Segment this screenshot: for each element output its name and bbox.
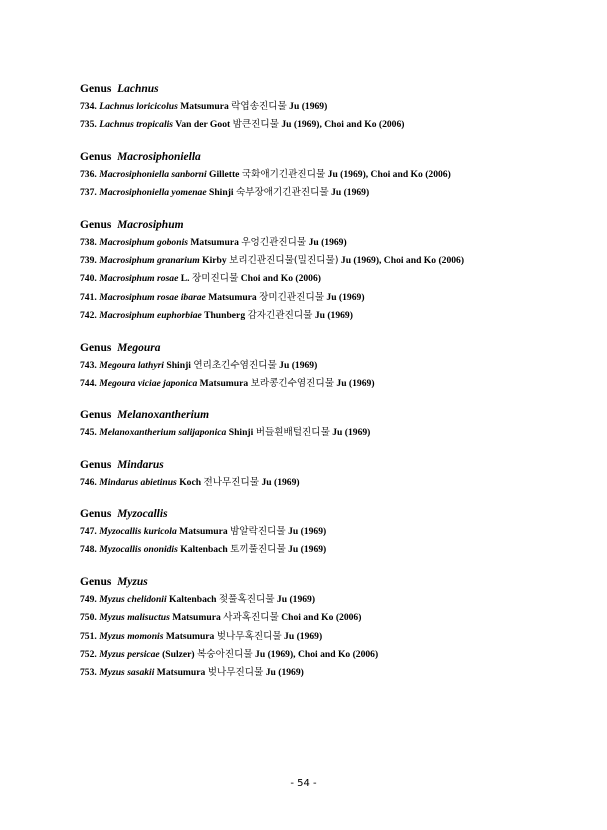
genus-heading — [80, 574, 585, 591]
genus-prefix: Genus — [80, 508, 112, 521]
reference: Ju (1969), Choi and Ko (2006) — [281, 119, 405, 131]
entry-number: 750. — [80, 612, 97, 624]
scientific-name: Macrosiphoniella yomenae — [99, 187, 207, 199]
genus-heading — [80, 506, 585, 523]
page-number: - 54 - — [290, 778, 317, 789]
korean-name: 국화애기긴관진디물 — [241, 168, 326, 180]
scientific-name: Macrosiphoniella sanborni — [99, 168, 207, 180]
author-name: Kirby — [202, 254, 227, 266]
scientific-name: Myzocallis kuricola — [99, 526, 177, 538]
species-entry — [80, 646, 585, 664]
scientific-name: Myzus malisuctus — [99, 612, 170, 624]
entry-number: 746. — [80, 476, 97, 488]
author-name: Kaltenbach — [180, 544, 228, 556]
entry-number: 737. — [80, 187, 97, 199]
author-name: Shinji — [166, 359, 191, 371]
author-name: (Sulzer) — [162, 649, 195, 661]
scientific-name: Macrosiphum granarium — [99, 254, 200, 266]
genus-section — [80, 506, 585, 560]
reference: Ju (1969) — [288, 526, 327, 538]
reference: Ju (1969) — [336, 377, 375, 389]
korean-name: 벚나무진디물 — [207, 667, 264, 679]
genus-heading — [80, 217, 585, 234]
genus-heading — [80, 149, 585, 166]
scientific-name: Macrosiphum rosae — [99, 273, 179, 285]
entry-number: 739. — [80, 254, 97, 266]
genus-name: Myzocallis — [117, 508, 168, 521]
scientific-name: Lachnus loricicolus — [99, 101, 178, 112]
reference: Ju (1969) — [276, 593, 316, 605]
author-name: Matsumura — [172, 612, 221, 624]
author-name: Matsumura — [190, 236, 239, 248]
species-entry — [80, 307, 585, 325]
entry-number: 745. — [80, 427, 97, 439]
document-body — [80, 81, 585, 697]
author-name: Matsumura — [208, 291, 257, 303]
korean-name: 밤큰진디물 — [232, 119, 279, 131]
species-entry — [80, 541, 585, 559]
genus-prefix: Genus — [80, 575, 112, 588]
scientific-name: Myzus sasakii — [99, 667, 155, 679]
species-entry — [80, 270, 585, 288]
reference: Ju (1969) — [314, 310, 353, 322]
genus-section — [80, 340, 585, 394]
author-name: Matsumura — [179, 526, 228, 538]
species-entry — [80, 166, 585, 184]
korean-name: 락엽송진디물 — [231, 101, 287, 112]
author-name: Gillette — [209, 168, 240, 180]
reference: Ju (1969) — [279, 359, 318, 371]
scientific-name: Myzus persicae — [99, 649, 160, 661]
genus-prefix: Genus — [80, 150, 112, 163]
author-name: Shinji — [228, 427, 254, 439]
reference: Ju (1969) — [308, 236, 347, 248]
entry-number: 744. — [80, 377, 97, 389]
entry-number: 741. — [80, 291, 97, 303]
species-entry — [80, 375, 585, 393]
korean-name: 장미진디물 — [192, 273, 239, 285]
korean-name: 보리긴관진디물(밀진디물) — [229, 254, 339, 266]
korean-name: 토끼풀진디물 — [230, 544, 286, 556]
author-name: Matsumura — [165, 630, 215, 642]
species-entry — [80, 98, 585, 116]
genus-section — [80, 457, 585, 492]
korean-name: 감자긴관진디물 — [247, 310, 313, 322]
species-entry — [80, 234, 585, 252]
author-name: Van der Goot — [175, 119, 231, 131]
genus-prefix: Genus — [80, 458, 112, 471]
species-entry — [80, 523, 585, 541]
reference: Ju (1969) — [261, 476, 300, 488]
reference: Ju (1969) — [326, 291, 365, 303]
korean-name: 밤알락진디물 — [230, 526, 286, 538]
genus-name: Melanoxantherium — [117, 409, 210, 422]
reference: Ju (1969) — [331, 187, 370, 199]
reference: Choi and Ko (2006) — [240, 273, 321, 285]
genus-heading — [80, 340, 585, 357]
species-entry — [80, 664, 585, 682]
reference: Ju (1969) — [332, 427, 371, 439]
korean-name: 우엉긴관진디물 — [241, 236, 307, 248]
reference: Ju (1969) — [284, 630, 323, 642]
entry-number: 748. — [80, 544, 97, 556]
korean-name: 벚나무혹진디물 — [216, 630, 282, 642]
author-name: Matsumura — [180, 101, 229, 112]
author-name: Matsumura — [156, 667, 206, 679]
korean-name: 연리초긴수염진디물 — [193, 359, 277, 371]
reference: Ju (1969), Choi and Ko (2006) — [340, 254, 465, 266]
entry-number: 735. — [80, 119, 97, 131]
genus-heading — [80, 407, 585, 424]
reference: Ju (1969), Choi and Ko (2006) — [255, 649, 379, 661]
species-entry — [80, 289, 585, 307]
korean-name: 복숭아진디물 — [197, 649, 253, 661]
reference: Ju (1969), Choi and Ko (2006) — [327, 168, 451, 180]
author-name: L. — [180, 273, 190, 285]
korean-name: 사과혹진디물 — [223, 612, 279, 624]
genus-section — [80, 149, 585, 203]
genus-prefix: Genus — [80, 218, 112, 231]
scientific-name: Myzus chelidonii — [99, 593, 167, 605]
genus-name: Megoura — [117, 341, 161, 354]
species-entry — [80, 609, 585, 627]
scientific-name: Megoura viciae japonica — [99, 377, 198, 389]
reference: Ju (1969) — [288, 544, 327, 556]
reference: Choi and Ko (2006) — [281, 612, 362, 624]
scientific-name: Melanoxantherium salijaponica — [99, 427, 227, 439]
genus-prefix: Genus — [80, 409, 112, 422]
korean-name: 보라콩긴수염진디물 — [250, 377, 334, 389]
genus-name: Lachnus — [117, 83, 159, 95]
scientific-name: Mindarus abietinus — [99, 476, 177, 488]
scientific-name: Lachnus tropicalis — [99, 119, 174, 131]
reference: Ju (1969) — [265, 667, 304, 679]
entry-number: 749. — [80, 593, 97, 605]
species-entry — [80, 184, 585, 202]
genus-prefix: Genus — [80, 83, 112, 95]
author-name: Shinji — [209, 187, 234, 199]
entry-number: 738. — [80, 236, 97, 248]
genus-name: Mindarus — [117, 458, 164, 471]
author-name: Kaltenbach — [169, 593, 217, 605]
scientific-name: Macrosiphum gobonis — [99, 236, 188, 248]
scientific-name: Macrosiphum euphorbiae — [99, 310, 202, 322]
species-entry — [80, 116, 585, 134]
korean-name: 버들흰배털진디물 — [255, 427, 330, 439]
author-name: Thunberg — [204, 310, 246, 322]
genus-section — [80, 574, 585, 683]
genus-section — [80, 81, 585, 135]
korean-name: 전나무진디물 — [203, 476, 260, 488]
species-entry — [80, 591, 585, 609]
genus-section — [80, 407, 585, 442]
korean-name: 젖풀혹진디물 — [218, 593, 275, 605]
entry-number: 751. — [80, 630, 97, 642]
entry-number: 752. — [80, 649, 97, 661]
entry-number: 736. — [80, 168, 97, 180]
korean-name: 장미긴관진디물 — [259, 291, 324, 303]
scientific-name: Macrosiphum rosae ibarae — [99, 291, 206, 303]
entry-number: 743. — [80, 359, 97, 371]
species-entry — [80, 252, 585, 270]
scientific-name: Megoura lathyri — [99, 359, 164, 371]
scientific-name: Myzocallis ononidis — [99, 544, 178, 556]
entry-number: 753. — [80, 667, 97, 679]
entry-number: 740. — [80, 273, 97, 285]
species-entry — [80, 628, 585, 646]
species-entry — [80, 357, 585, 375]
genus-heading — [80, 81, 585, 98]
genus-heading — [80, 457, 585, 474]
author-name: Koch — [179, 476, 202, 488]
genus-name: Macrosiphum — [117, 218, 184, 231]
scientific-name: Myzus momonis — [99, 630, 164, 642]
entry-number: 742. — [80, 310, 97, 322]
genus-prefix: Genus — [80, 341, 112, 354]
genus-name: Macrosiphoniella — [117, 150, 201, 163]
species-entry — [80, 424, 585, 442]
author-name: Matsumura — [199, 377, 249, 389]
reference: Ju (1969) — [289, 101, 328, 112]
korean-name: 숙부장애기긴관진디물 — [235, 187, 329, 199]
entry-number: 747. — [80, 526, 97, 538]
species-entry — [80, 474, 585, 492]
entry-number: 734. — [80, 101, 97, 112]
genus-section — [80, 217, 585, 326]
genus-name: Myzus — [117, 575, 148, 588]
